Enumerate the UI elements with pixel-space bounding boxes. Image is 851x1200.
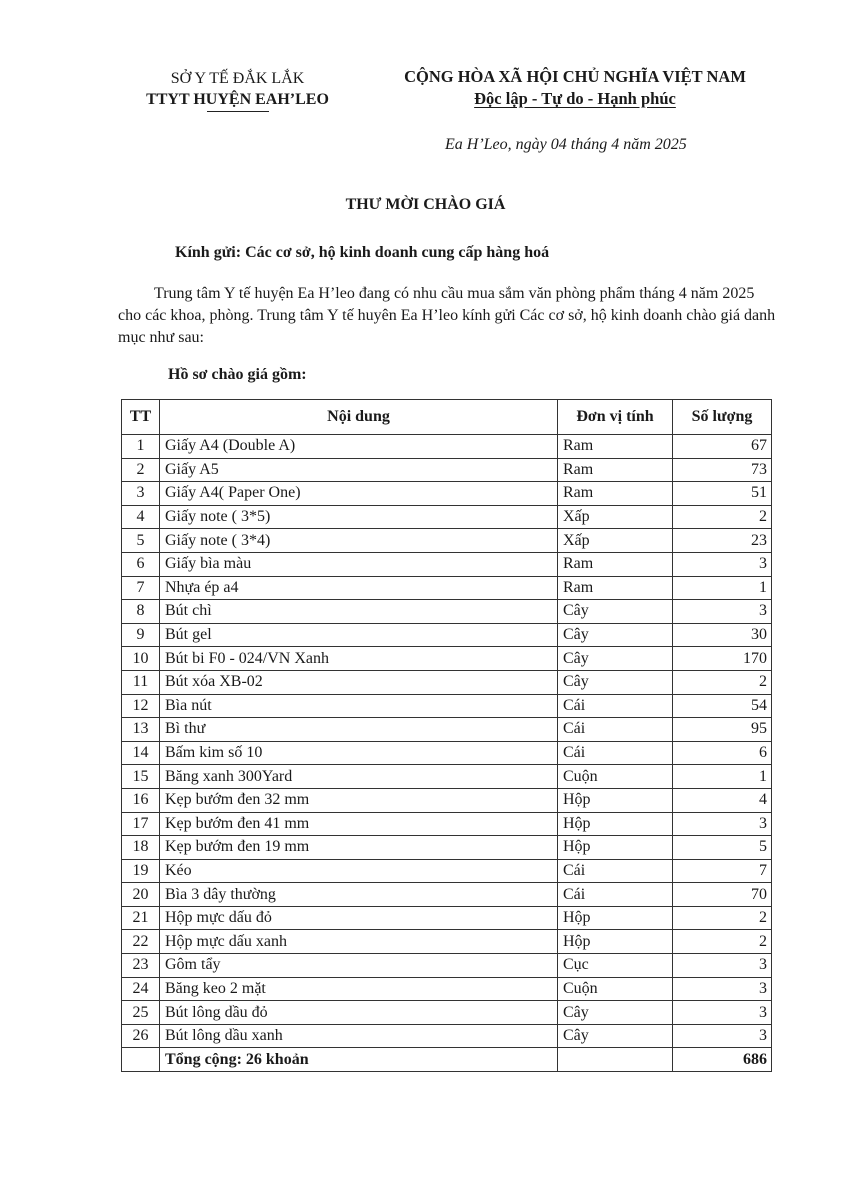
table-row (122, 1024, 772, 1048)
row-qty: 6 (673, 741, 772, 765)
row-qty: 170 (673, 647, 772, 671)
row-qty: 2 (673, 670, 772, 694)
row-unit: Cây (558, 623, 673, 647)
total-tt (122, 1048, 160, 1072)
row-content: Nhựa ép a4 (160, 576, 558, 600)
row-content: Kẹp bướm đen 41 mm (160, 812, 558, 836)
row-content: Gôm tẩy (160, 954, 558, 978)
row-qty: 70 (673, 883, 772, 907)
row-content: Bút chì (160, 600, 558, 624)
row-content: Hộp mực dấu xanh (160, 930, 558, 954)
row-qty: 95 (673, 718, 772, 742)
row-qty: 30 (673, 623, 772, 647)
row-qty: 3 (673, 812, 772, 836)
row-qty: 3 (673, 1001, 772, 1025)
row-qty: 2 (673, 505, 772, 529)
table-row (122, 529, 772, 553)
row-content: Kẹp bướm đen 19 mm (160, 836, 558, 860)
row-tt: 17 (122, 812, 160, 836)
table-row (122, 788, 772, 812)
row-unit: Cái (558, 859, 673, 883)
row-qty: 3 (673, 954, 772, 978)
row-qty: 73 (673, 458, 772, 482)
table-row (122, 600, 772, 624)
table-row (122, 954, 772, 978)
total-label: Tổng cộng: 26 khoản (160, 1048, 558, 1072)
row-tt: 19 (122, 859, 160, 883)
row-tt: 8 (122, 600, 160, 624)
org-name: TTYT HUYỆN EAH’LEO (146, 91, 329, 108)
table-row (122, 836, 772, 860)
row-content: Giấy note ( 3*5) (160, 505, 558, 529)
table-row (122, 576, 772, 600)
row-qty: 51 (673, 482, 772, 506)
table-row (122, 694, 772, 718)
row-tt: 13 (122, 718, 160, 742)
row-tt: 4 (122, 505, 160, 529)
table-row (122, 812, 772, 836)
row-tt: 9 (122, 623, 160, 647)
row-unit: Cây (558, 1001, 673, 1025)
table-row (122, 623, 772, 647)
row-tt: 3 (122, 482, 160, 506)
row-unit: Hộp (558, 788, 673, 812)
row-unit: Cây (558, 670, 673, 694)
row-unit: Cục (558, 954, 673, 978)
table-row (122, 552, 772, 576)
row-content: Giấy A4 (Double A) (160, 435, 558, 459)
row-unit: Xấp (558, 529, 673, 553)
row-unit: Cuộn (558, 765, 673, 789)
row-content: Bút lông dầu xanh (160, 1024, 558, 1048)
row-tt: 6 (122, 552, 160, 576)
row-tt: 1 (122, 435, 160, 459)
body-paragraph: Trung tâm Y tế huyện Ea H’leo đang có nhu cầu mua sắm văn phòng phẩm tháng 4 năm 2025 cho các khoa, phòng. Trung tâm Y tế huyên Ea H’leo kính gửi Các cơ sở, hộ kinh doanh chào giá danh mục như sau: (118, 285, 776, 346)
row-content: Bút gel (160, 623, 558, 647)
row-content: Giấy A4( Paper One) (160, 482, 558, 506)
department-name: SỞ Y TẾ ĐẮK LẮK (170, 70, 305, 87)
row-unit: Cây (558, 647, 673, 671)
table-row (122, 883, 772, 907)
table-row (122, 647, 772, 671)
row-tt: 15 (122, 765, 160, 789)
salutation: Kính gửi: Các cơ sở, hộ kinh doanh cung cấp hàng hoá (175, 244, 550, 261)
table-body (122, 435, 772, 1048)
row-content: Bấm kim số 10 (160, 741, 558, 765)
row-tt: 5 (122, 529, 160, 553)
row-tt: 18 (122, 836, 160, 860)
row-qty: 7 (673, 859, 772, 883)
row-tt: 22 (122, 930, 160, 954)
table-row (122, 906, 772, 930)
row-qty: 3 (673, 552, 772, 576)
row-unit: Ram (558, 552, 673, 576)
row-qty: 1 (673, 576, 772, 600)
row-unit: Hộp (558, 930, 673, 954)
row-tt: 10 (122, 647, 160, 671)
row-content: Băng keo 2 mặt (160, 977, 558, 1001)
row-tt: 11 (122, 670, 160, 694)
table-row (122, 741, 772, 765)
row-unit: Ram (558, 458, 673, 482)
row-unit: Hộp (558, 836, 673, 860)
row-content: Bút xóa XB-02 (160, 670, 558, 694)
table-row (122, 670, 772, 694)
row-content: Giấy note ( 3*4) (160, 529, 558, 553)
row-unit: Cuộn (558, 977, 673, 1001)
row-qty: 3 (673, 600, 772, 624)
row-content: Giấy bìa màu (160, 552, 558, 576)
row-qty: 3 (673, 977, 772, 1001)
row-tt: 26 (122, 1024, 160, 1048)
items-table (121, 399, 772, 1072)
row-content: Bìa nút (160, 694, 558, 718)
row-tt: 20 (122, 883, 160, 907)
table-header-row (122, 400, 772, 435)
row-content: Bìa 3 dây thường (160, 883, 558, 907)
table-row (122, 435, 772, 459)
table-row (122, 977, 772, 1001)
row-unit: Cái (558, 883, 673, 907)
table-row (122, 718, 772, 742)
row-qty: 67 (673, 435, 772, 459)
row-unit: Cái (558, 741, 673, 765)
table-row (122, 458, 772, 482)
row-content: Kéo (160, 859, 558, 883)
table-row (122, 765, 772, 789)
row-content: Băng xanh 300Yard (160, 765, 558, 789)
row-tt: 12 (122, 694, 160, 718)
table-row (122, 482, 772, 506)
row-tt: 25 (122, 1001, 160, 1025)
row-unit: Ram (558, 435, 673, 459)
row-content: Kẹp bướm đen 32 mm (160, 788, 558, 812)
row-qty: 23 (673, 529, 772, 553)
org-header (120, 68, 355, 112)
row-qty: 1 (673, 765, 772, 789)
table-row (122, 505, 772, 529)
row-tt: 24 (122, 977, 160, 1001)
row-qty: 54 (673, 694, 772, 718)
row-unit: Hộp (558, 812, 673, 836)
row-qty: 5 (673, 836, 772, 860)
row-content: Bút bi F0 - 024/VN Xanh (160, 647, 558, 671)
row-unit: Ram (558, 482, 673, 506)
row-unit: Cái (558, 694, 673, 718)
row-qty: 2 (673, 930, 772, 954)
document-title: THƯ MỜI CHÀO GIÁ (345, 196, 506, 213)
header-qty: Số lượng (673, 400, 772, 435)
row-qty: 2 (673, 906, 772, 930)
row-content: Hộp mực dấu đỏ (160, 906, 558, 930)
row-content: Bì thư (160, 718, 558, 742)
row-unit: Ram (558, 576, 673, 600)
row-unit: Cái (558, 718, 673, 742)
row-qty: 3 (673, 1024, 772, 1048)
date-line: Ea H’Leo, ngày 04 tháng 4 năm 2025 (445, 136, 687, 153)
org-underline (207, 111, 269, 112)
row-unit: Xấp (558, 505, 673, 529)
row-content: Giấy A5 (160, 458, 558, 482)
header-content: Nội dung (160, 400, 558, 435)
national-header (380, 66, 770, 110)
table-row (122, 1001, 772, 1025)
national-motto: Độc lập - Tự do - Hạnh phúc (474, 89, 676, 108)
row-tt: 23 (122, 954, 160, 978)
national-title: CỘNG HÒA XÃ HỘI CHỦ NGHĨA VIỆT NAM (404, 67, 746, 86)
row-content: Bút lông dầu đỏ (160, 1001, 558, 1025)
row-tt: 21 (122, 906, 160, 930)
header-unit: Đơn vị tính (558, 400, 673, 435)
row-tt: 16 (122, 788, 160, 812)
row-unit: Cây (558, 1024, 673, 1048)
row-unit: Hộp (558, 906, 673, 930)
header-tt: TT (122, 400, 160, 435)
row-unit: Cây (558, 600, 673, 624)
total-row (122, 1048, 772, 1072)
table-row (122, 930, 772, 954)
total-unit (558, 1048, 673, 1072)
row-qty: 4 (673, 788, 772, 812)
row-tt: 2 (122, 458, 160, 482)
total-qty: 686 (673, 1048, 772, 1072)
row-tt: 7 (122, 576, 160, 600)
table-row (122, 859, 772, 883)
row-tt: 14 (122, 741, 160, 765)
files-heading: Hồ sơ chào giá gồm: (168, 366, 307, 383)
